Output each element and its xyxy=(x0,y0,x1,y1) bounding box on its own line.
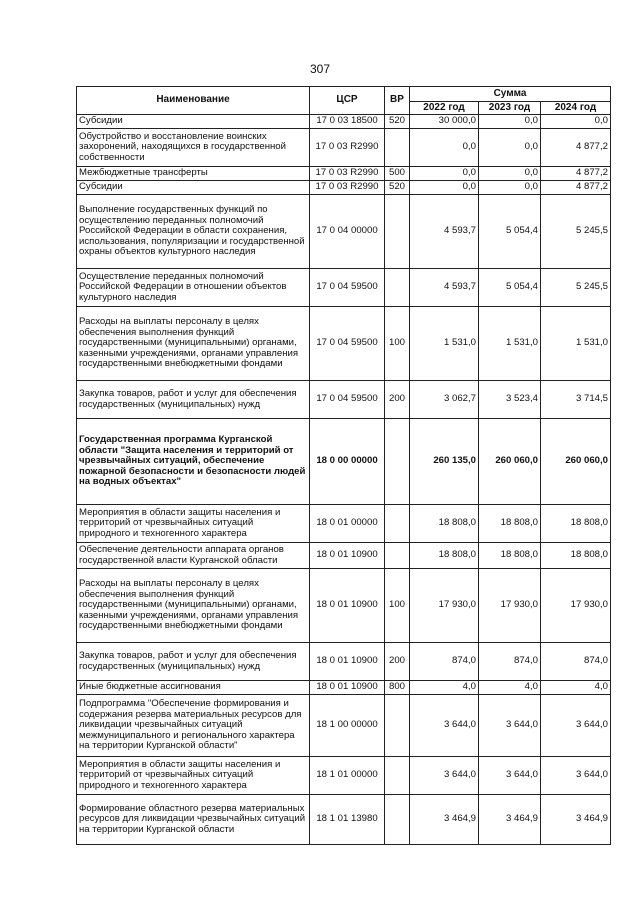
row-name-cell: Иные бюджетные ассигнования xyxy=(77,681,310,695)
table-row xyxy=(77,543,611,569)
table-header xyxy=(77,87,611,115)
table-row xyxy=(77,419,611,505)
row-csr-cell: 18 1 00 00000 xyxy=(310,695,385,757)
row-csr-cell: 18 0 01 10900 xyxy=(310,681,385,695)
row-2024-cell: 4 877,2 xyxy=(541,167,611,181)
table-body xyxy=(77,115,611,845)
row-vr-cell xyxy=(385,129,410,167)
row-name-cell: Межбюджетные трансферты xyxy=(77,167,310,181)
table-row xyxy=(77,757,611,795)
row-2024-cell: 3 714,5 xyxy=(541,381,611,419)
row-name-cell: Закупка товаров, работ и услуг для обеспечения государственных (муниципальных) нужд xyxy=(77,643,310,681)
row-2023-cell: 3 644,0 xyxy=(479,757,541,795)
table-row xyxy=(77,681,611,695)
row-2022-cell: 3 644,0 xyxy=(410,695,479,757)
row-2023-cell: 3 644,0 xyxy=(479,695,541,757)
row-name-cell: Подпрограмма "Обеспечение формирования и содержания резерва материальных ресурсов для ликвидации чрезвычайных ситуаций межмуниципального и регионального характера на территории Курганской области" xyxy=(77,695,310,757)
row-2023-cell: 0,0 xyxy=(479,167,541,181)
row-2022-cell: 30 000,0 xyxy=(410,115,479,129)
row-2024-cell: 18 808,0 xyxy=(541,505,611,543)
row-name-cell: Субсидии xyxy=(77,115,310,129)
row-2023-cell: 0,0 xyxy=(479,129,541,167)
table-row xyxy=(77,129,611,167)
row-vr-cell xyxy=(385,795,410,845)
row-csr-cell: 17 0 04 59500 xyxy=(310,269,385,307)
row-2024-cell: 3 464,9 xyxy=(541,795,611,845)
row-2024-cell: 4,0 xyxy=(541,681,611,695)
row-csr-cell: 18 0 00 00000 xyxy=(310,419,385,505)
row-vr-cell xyxy=(385,195,410,269)
header-vr: ВР xyxy=(385,87,410,115)
table-row xyxy=(77,795,611,845)
row-name-cell: Субсидии xyxy=(77,181,310,195)
row-2022-cell: 18 808,0 xyxy=(410,505,479,543)
row-2024-cell: 17 930,0 xyxy=(541,569,611,643)
row-name-cell: Закупка товаров, работ и услуг для обеспечения государственных (муниципальных) нужд xyxy=(77,381,310,419)
row-2023-cell: 874,0 xyxy=(479,643,541,681)
row-2022-cell: 260 135,0 xyxy=(410,419,479,505)
row-2022-cell: 0,0 xyxy=(410,129,479,167)
row-vr-cell: 100 xyxy=(385,307,410,381)
row-2023-cell: 3 464,9 xyxy=(479,795,541,845)
row-2023-cell: 260 060,0 xyxy=(479,419,541,505)
row-2024-cell: 874,0 xyxy=(541,643,611,681)
row-vr-cell: 520 xyxy=(385,181,410,195)
row-name-cell: Обеспечение деятельности аппарата органов государственной власти Курганской области xyxy=(77,543,310,569)
row-2022-cell: 17 930,0 xyxy=(410,569,479,643)
table-row xyxy=(77,643,611,681)
row-2024-cell: 260 060,0 xyxy=(541,419,611,505)
header-year-2023: 2023 год xyxy=(479,102,541,115)
row-csr-cell: 18 0 01 00000 xyxy=(310,505,385,543)
row-name-cell: Осуществление переданных полномочий Российской Федерации в отношении объектов культурного наследия xyxy=(77,269,310,307)
row-vr-cell xyxy=(385,505,410,543)
row-vr-cell: 200 xyxy=(385,381,410,419)
header-name: Наименование xyxy=(77,87,310,115)
row-2022-cell: 18 808,0 xyxy=(410,543,479,569)
row-2022-cell: 3 464,9 xyxy=(410,795,479,845)
row-csr-cell: 17 0 04 59500 xyxy=(310,381,385,419)
row-2024-cell: 5 245,5 xyxy=(541,195,611,269)
row-name-cell: Мероприятия в области защиты населения и территорий от чрезвычайных ситуаций природного и техногенного характера xyxy=(77,505,310,543)
row-2024-cell: 0,0 xyxy=(541,115,611,129)
row-csr-cell: 18 0 01 10900 xyxy=(310,543,385,569)
table-row xyxy=(77,381,611,419)
row-2023-cell: 0,0 xyxy=(479,181,541,195)
row-2022-cell: 3 644,0 xyxy=(410,757,479,795)
row-vr-cell: 100 xyxy=(385,569,410,643)
row-2022-cell: 4 593,7 xyxy=(410,195,479,269)
row-2024-cell: 1 531,0 xyxy=(541,307,611,381)
row-vr-cell: 800 xyxy=(385,681,410,695)
row-2023-cell: 5 054,4 xyxy=(479,195,541,269)
row-2024-cell: 18 808,0 xyxy=(541,543,611,569)
table-row xyxy=(77,195,611,269)
row-2022-cell: 0,0 xyxy=(410,167,479,181)
row-2023-cell: 4,0 xyxy=(479,681,541,695)
budget-table xyxy=(76,86,611,845)
row-csr-cell: 17 0 04 00000 xyxy=(310,195,385,269)
row-vr-cell: 500 xyxy=(385,167,410,181)
row-2022-cell: 4 593,7 xyxy=(410,269,479,307)
table-row xyxy=(77,505,611,543)
row-vr-cell xyxy=(385,757,410,795)
row-2023-cell: 17 930,0 xyxy=(479,569,541,643)
row-2024-cell: 4 877,2 xyxy=(541,129,611,167)
row-name-cell: Мероприятия в области защиты населения и территорий от чрезвычайных ситуаций природного и техногенного характера xyxy=(77,757,310,795)
table-row xyxy=(77,695,611,757)
row-csr-cell: 18 1 01 13980 xyxy=(310,795,385,845)
row-2023-cell: 18 808,0 xyxy=(479,543,541,569)
row-vr-cell xyxy=(385,269,410,307)
row-name-cell: Обустройство и восстановление воинских захоронений, находящихся в государственной собственности xyxy=(77,129,310,167)
header-csr: ЦСР xyxy=(310,87,385,115)
row-2024-cell: 4 877,2 xyxy=(541,181,611,195)
row-csr-cell: 17 0 03 R2990 xyxy=(310,129,385,167)
row-vr-cell xyxy=(385,695,410,757)
row-csr-cell: 17 0 03 18500 xyxy=(310,115,385,129)
row-name-cell: Расходы на выплаты персоналу в целях обеспечения выполнения функций государственными (муниципальными) органами, казенными учреждениями, органами управления государственными внебюджетными фондами xyxy=(77,307,310,381)
header-year-2022: 2022 год xyxy=(410,102,479,115)
row-2024-cell: 5 245,5 xyxy=(541,269,611,307)
row-2022-cell: 3 062,7 xyxy=(410,381,479,419)
row-2023-cell: 3 523,4 xyxy=(479,381,541,419)
row-2023-cell: 5 054,4 xyxy=(479,269,541,307)
table-row xyxy=(77,307,611,381)
row-vr-cell xyxy=(385,419,410,505)
row-name-cell: Государственная программа Курганской области "Защита населения и территорий от чрезвычайных ситуаций, обеспечение пожарной безопасности и безопасности людей на водных объектах" xyxy=(77,419,310,505)
table-row xyxy=(77,269,611,307)
row-name-cell: Выполнение государственных функций по осуществлению переданных полномочий Российской Федерации в области сохранения, использования, популяризации и государственной охраны объектов культурного наследия xyxy=(77,195,310,269)
header-sum: Сумма xyxy=(410,87,611,102)
row-vr-cell: 520 xyxy=(385,115,410,129)
row-2024-cell: 3 644,0 xyxy=(541,757,611,795)
table-row xyxy=(77,115,611,129)
row-csr-cell: 18 0 01 10900 xyxy=(310,569,385,643)
row-vr-cell xyxy=(385,543,410,569)
row-vr-cell: 200 xyxy=(385,643,410,681)
table-row xyxy=(77,569,611,643)
row-2022-cell: 1 531,0 xyxy=(410,307,479,381)
row-2023-cell: 1 531,0 xyxy=(479,307,541,381)
row-name-cell: Расходы на выплаты персоналу в целях обеспечения выполнения функций государственными (муниципальными) органами, казенными учреждениями, органами управления государственными внебюджетными фондами xyxy=(77,569,310,643)
row-csr-cell: 17 0 04 59500 xyxy=(310,307,385,381)
row-csr-cell: 17 0 03 R2990 xyxy=(310,167,385,181)
header-year-2024: 2024 год xyxy=(541,102,611,115)
table-row xyxy=(77,167,611,181)
row-csr-cell: 18 0 01 10900 xyxy=(310,643,385,681)
row-2022-cell: 0,0 xyxy=(410,181,479,195)
row-2022-cell: 4,0 xyxy=(410,681,479,695)
row-csr-cell: 17 0 03 R2990 xyxy=(310,181,385,195)
row-csr-cell: 18 1 01 00000 xyxy=(310,757,385,795)
row-2023-cell: 18 808,0 xyxy=(479,505,541,543)
row-name-cell: Формирование областного резерва материальных ресурсов для ликвидации чрезвычайных ситуаций на территории Курганской области xyxy=(77,795,310,845)
page-number: 307 xyxy=(309,62,331,76)
row-2022-cell: 874,0 xyxy=(410,643,479,681)
table-row xyxy=(77,181,611,195)
row-2024-cell: 3 644,0 xyxy=(541,695,611,757)
row-2023-cell: 0,0 xyxy=(479,115,541,129)
